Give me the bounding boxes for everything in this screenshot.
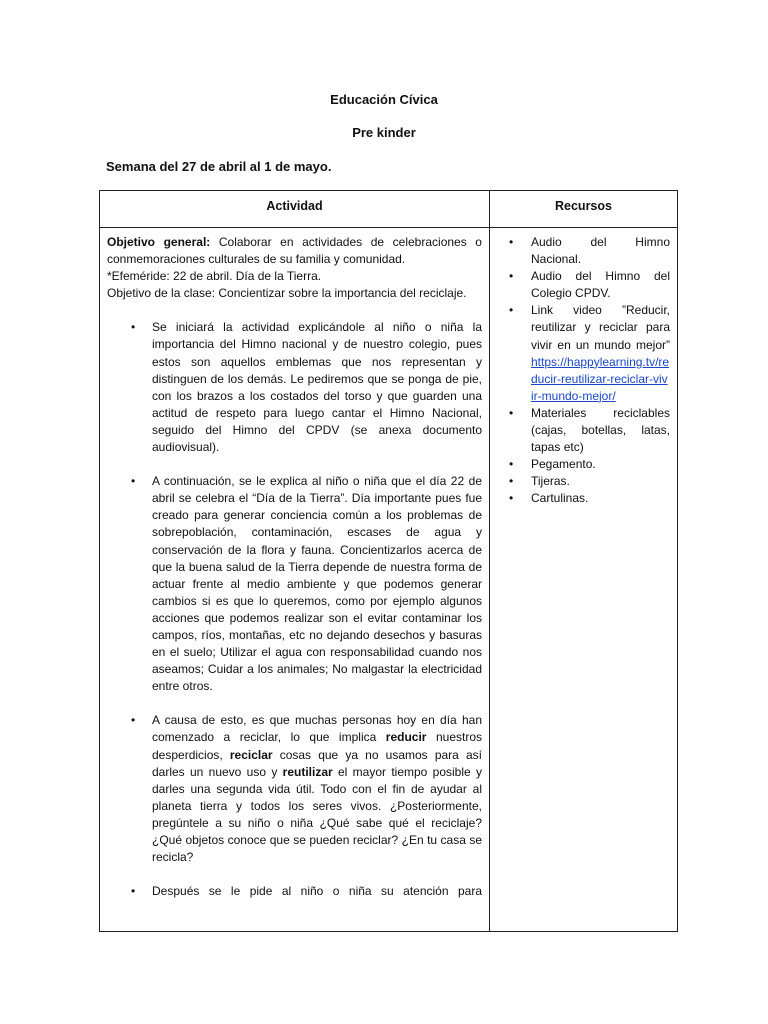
bullet-icon: • xyxy=(509,405,514,420)
bullet-icon: • xyxy=(131,713,136,728)
document-title: Educación Cívica xyxy=(330,92,438,107)
resource-item: • Materiales reciclables (cajas, botellas, latas, tapas etc) xyxy=(509,405,670,455)
resource-item xyxy=(499,302,670,405)
activity-cell xyxy=(100,228,490,932)
resource-item: • Tijeras. xyxy=(499,473,670,490)
bullet-icon: • xyxy=(509,491,514,506)
resource-item: • Pegamento. xyxy=(499,456,670,473)
activity-table xyxy=(99,190,678,932)
bullet-icon: • xyxy=(131,320,136,335)
objective-text: Colaborar en actividades de celebraciones o conmemoraciones culturales de su familia y comunidad. xyxy=(107,235,482,267)
keyword-reutilizar: reutilizar xyxy=(282,764,333,779)
video-link[interactable]: https://happylearning.tv/reducir-reutilizar-reciclar-vivir-mundo-mejor/ xyxy=(531,354,670,403)
resource-item: • Audio del Himno del Colegio CPDV. xyxy=(509,269,670,301)
document-subtitle: Pre kinder xyxy=(352,125,416,140)
resource-item: • Cartulinas. xyxy=(499,490,670,507)
bullet-icon: • xyxy=(509,457,514,472)
resource-item: • Audio del Himno Nacional. xyxy=(509,235,670,267)
bullet-icon: • xyxy=(509,269,514,284)
list-item xyxy=(107,473,482,695)
bullet-icon: • xyxy=(509,474,514,489)
list-item xyxy=(107,883,482,900)
activity-step-text: Después se le pide al niño o niña su atención para xyxy=(152,884,482,899)
bullet-icon: • xyxy=(509,235,514,249)
video-label: Link video ”Reducir, reutilizar y reciclar para vivir en un mundo mejor” xyxy=(531,303,670,352)
header-activity: Actividad xyxy=(100,191,490,228)
general-objective xyxy=(107,234,482,268)
activity-step-text: A continuación, se le explica al niño o niña que el día 22 de abril se celebra el “Día de la Tierra”. Día importante pues fue creado para generar conciencia común a los problemas de sobrepoblación, contaminación, escases de agua y conservación de la flora y fauna. Concientizarlos acerca de que la buena salud de la Tierra depende de nuestra forma de actuar frente al medio ambiente y que podemos generar cambios si es que lo queremos, como por ejemplo algunos acciones que podemos realizar son el evitar contaminar los campos, ríos, montañas, etc no dejando desechos y basuras en el suelo; Utilizar el agua con responsabilidad cuando nos aseamos; Cuidar a los animales; No malgastar la electricidad entre otros. xyxy=(152,474,482,694)
resources-list xyxy=(499,234,670,508)
week-heading: Semana del 27 de abril al 1 de mayo. xyxy=(106,159,332,174)
keyword-reducir: reducir xyxy=(385,730,427,745)
table-body-row xyxy=(100,228,678,932)
bullet-icon: • xyxy=(131,474,136,489)
efemeride-line: *Efeméride: 22 de abril. Día de la Tierra. xyxy=(107,269,322,284)
activity-step-text: Se iniciará la actividad explicándole al niño o niña la importancia del Himno nacional y de nuestro colegio, pues estos son aquellos emblemas que nos representan y distinguen de los demás. Le pediremos que se ponga de pie, con los brazos a los costados del torso y que guarden una actitud de respeto para luego cantar el Himno Nacional, seguido del Himno del CPDV (se anexa documento audiovisual). xyxy=(152,320,482,455)
objective-label: Objetivo general: xyxy=(107,235,211,249)
header-resources: Recursos xyxy=(490,191,678,228)
list-item xyxy=(107,712,482,866)
bullet-icon: • xyxy=(509,303,514,318)
class-objective: Objetivo de la clase: Concientizar sobre la importancia del reciclaje. xyxy=(107,286,467,301)
list-item xyxy=(107,319,482,456)
resources-cell xyxy=(490,228,678,932)
keyword-reciclar: reciclar xyxy=(229,747,273,762)
bullet-icon: • xyxy=(131,884,136,899)
table-header-row xyxy=(100,191,678,228)
activity-list xyxy=(107,319,482,900)
activity-step-text: A causa de esto, es que muchas personas hoy en día han comenzado a reciclar, lo que implica reducir nuestros desperdicios, reciclar cosas que ya no usamos para así darles un nuevo uso y reutilizar el mayor tiempo posible y darles una segunda vida útil. Todo con el fin de ayudar al planeta tierra y todos los seres vivos. ¿Posteriormente, pregúntele a su niño o niña ¿Qué sabe qué el reciclaje? ¿Qué objetos conoce que se pueden reciclar? ¿En tu casa se recicla? xyxy=(152,713,483,865)
